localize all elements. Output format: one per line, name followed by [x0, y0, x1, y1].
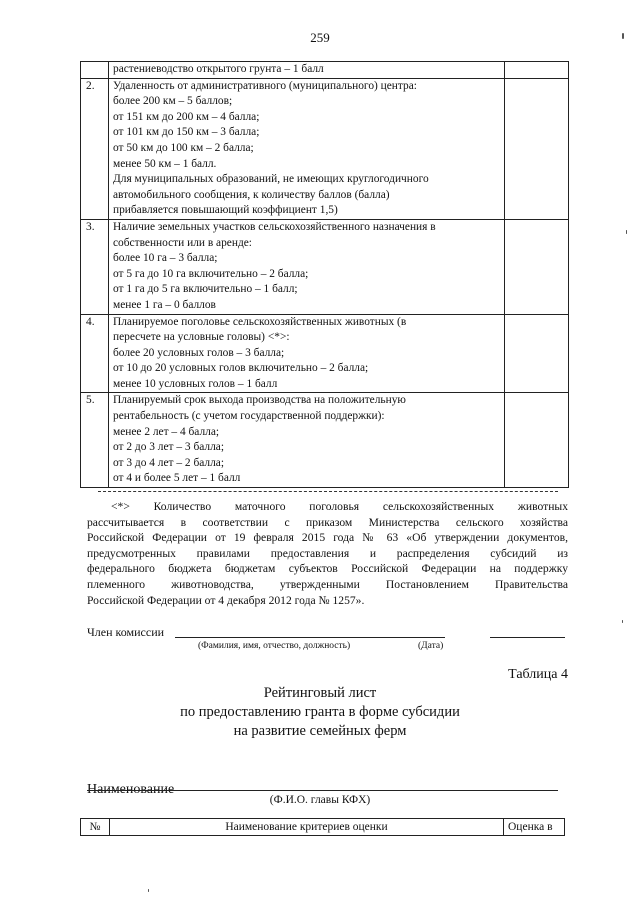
footnote-line: предусмотренных правилами предоставления и распределения субсидий из — [87, 546, 568, 560]
criteria-table — [80, 61, 569, 488]
footnote-line: Российской Федерации от 4 декабря 2012 года № 1257». — [87, 593, 365, 607]
criteria-line: рентабельность (с учетом государственной поддержки): — [113, 410, 385, 423]
criteria-text — [109, 219, 505, 314]
criteria-text — [109, 78, 505, 219]
criteria-line: пересчете на условные головы) <*>: — [113, 331, 290, 344]
criteria-line: менее 1 га – 0 баллов — [113, 298, 216, 311]
criteria-number: 2. — [81, 78, 109, 219]
title-line-2: по предоставлению гранта в форме субсидии — [180, 704, 460, 720]
criteria-line: менее 2 лет – 4 балла; — [113, 425, 220, 438]
name-underline — [87, 790, 558, 791]
rating-table-header — [80, 818, 565, 836]
page-number: 259 — [310, 30, 330, 45]
criteria-text — [109, 314, 505, 393]
criteria-score — [505, 219, 569, 314]
criteria-line: от 5 га до 10 га включительно – 2 балла; — [113, 267, 309, 280]
footnote-separator — [98, 491, 558, 493]
criteria-line: Планируемое поголовье сельскохозяйственных животных (в — [113, 315, 407, 328]
criteria-score — [505, 314, 569, 393]
footnote-line: федерального бюджета бюджетам субъектов Российской Федерации на поддержку — [87, 562, 568, 576]
criteria-line: Планируемый срок выхода производства на положительную — [113, 394, 406, 407]
scan-speck — [626, 230, 627, 234]
criteria-line: от 4 и более 5 лет – 1 балл — [113, 472, 241, 485]
criteria-line: от 3 до 4 лет – 2 балла; — [113, 456, 224, 469]
criteria-line: прибавляется повышающий коэффициент 1,5) — [113, 204, 338, 217]
criteria-line: от 151 км до 200 км – 4 балла; — [113, 110, 260, 123]
criteria-line: растениеводство открытого грунта – 1 балл — [113, 63, 324, 75]
table-label: Таблица 4 — [508, 667, 568, 682]
criteria-line: от 2 до 3 лет – 3 балла; — [113, 441, 224, 454]
criteria-line: от 50 км до 100 км – 2 балла; — [113, 141, 254, 154]
fio-caption: (Ф.И.О. главы КФХ) — [269, 794, 371, 806]
criteria-line: более 200 км – 5 баллов; — [113, 95, 233, 108]
criteria-line: Удаленность от административного (муниципального) центра: — [113, 79, 417, 92]
criteria-line: более 10 га – 3 балла; — [113, 252, 218, 265]
criteria-row — [81, 219, 569, 314]
criteria-line: Для муниципальных образований, не имеющих круглогодичного — [113, 173, 429, 186]
signature-line — [175, 637, 445, 638]
criteria-text — [109, 393, 505, 488]
criteria-line: Наличие земельных участков сельскохозяйственного назначения в — [113, 220, 436, 233]
date-caption: (Дата) — [418, 641, 444, 651]
criteria-score — [505, 78, 569, 219]
criteria-line: от 10 до 20 условных голов включительно – 2 балла; — [113, 362, 369, 375]
footnote-line: Российской Федерации от 19 февраля 2015 года № 63 «Об утверждении документов, — [87, 531, 568, 545]
header-criteria-name: Наименование критериев оценки — [110, 819, 504, 836]
footnote-line: <*> Количество маточного поголовья сельскохозяйственных животных — [111, 500, 568, 513]
criteria-number — [81, 62, 109, 79]
criteria-number: 3. — [81, 219, 109, 314]
title-line-3: на развитие семейных ферм — [233, 723, 407, 739]
criteria-line: менее 50 км – 1 балл. — [113, 157, 217, 170]
criteria-line: более 20 условных голов – 3 балла; — [113, 346, 285, 359]
date-line — [490, 637, 565, 638]
criteria-line: собственности или в аренде: — [113, 236, 252, 249]
criteria-row — [81, 393, 569, 488]
footnote-line: рассчитывается в соответствии с приказом Министерства сельского хозяйства — [87, 515, 568, 529]
criteria-line: менее 10 условных голов – 1 балл — [113, 377, 278, 390]
criteria-number: 4. — [81, 314, 109, 393]
scan-speck — [622, 33, 624, 39]
criteria-line: автомобильного сообщения, к количеству баллов (балла) — [113, 188, 390, 201]
criteria-row — [81, 62, 569, 79]
commission-member-label: Член комиссии — [87, 625, 165, 639]
criteria-line: от 1 га до 5 га включительно – 1 балл; — [113, 283, 298, 296]
criteria-text — [109, 62, 505, 79]
scan-speck — [622, 620, 623, 623]
table-header-row — [81, 819, 565, 836]
criteria-score — [505, 393, 569, 488]
signature-caption: (Фамилия, имя, отчество, должность) — [198, 641, 351, 651]
header-num: № — [81, 819, 110, 836]
criteria-row — [81, 78, 569, 219]
criteria-score — [505, 62, 569, 79]
criteria-table-body — [81, 62, 569, 488]
criteria-number: 5. — [81, 393, 109, 488]
title-line-1: Рейтинговый лист — [263, 685, 377, 701]
criteria-row — [81, 314, 569, 393]
header-score: Оценка в — [504, 819, 565, 836]
name-label: Наименование — [87, 782, 175, 797]
scan-speck — [148, 889, 149, 892]
footnote — [87, 499, 568, 608]
criteria-line: от 101 км до 150 км – 3 балла; — [113, 126, 260, 139]
footnote-line: племенного животноводства, утвержденными Постановлением Правительства — [87, 577, 568, 591]
